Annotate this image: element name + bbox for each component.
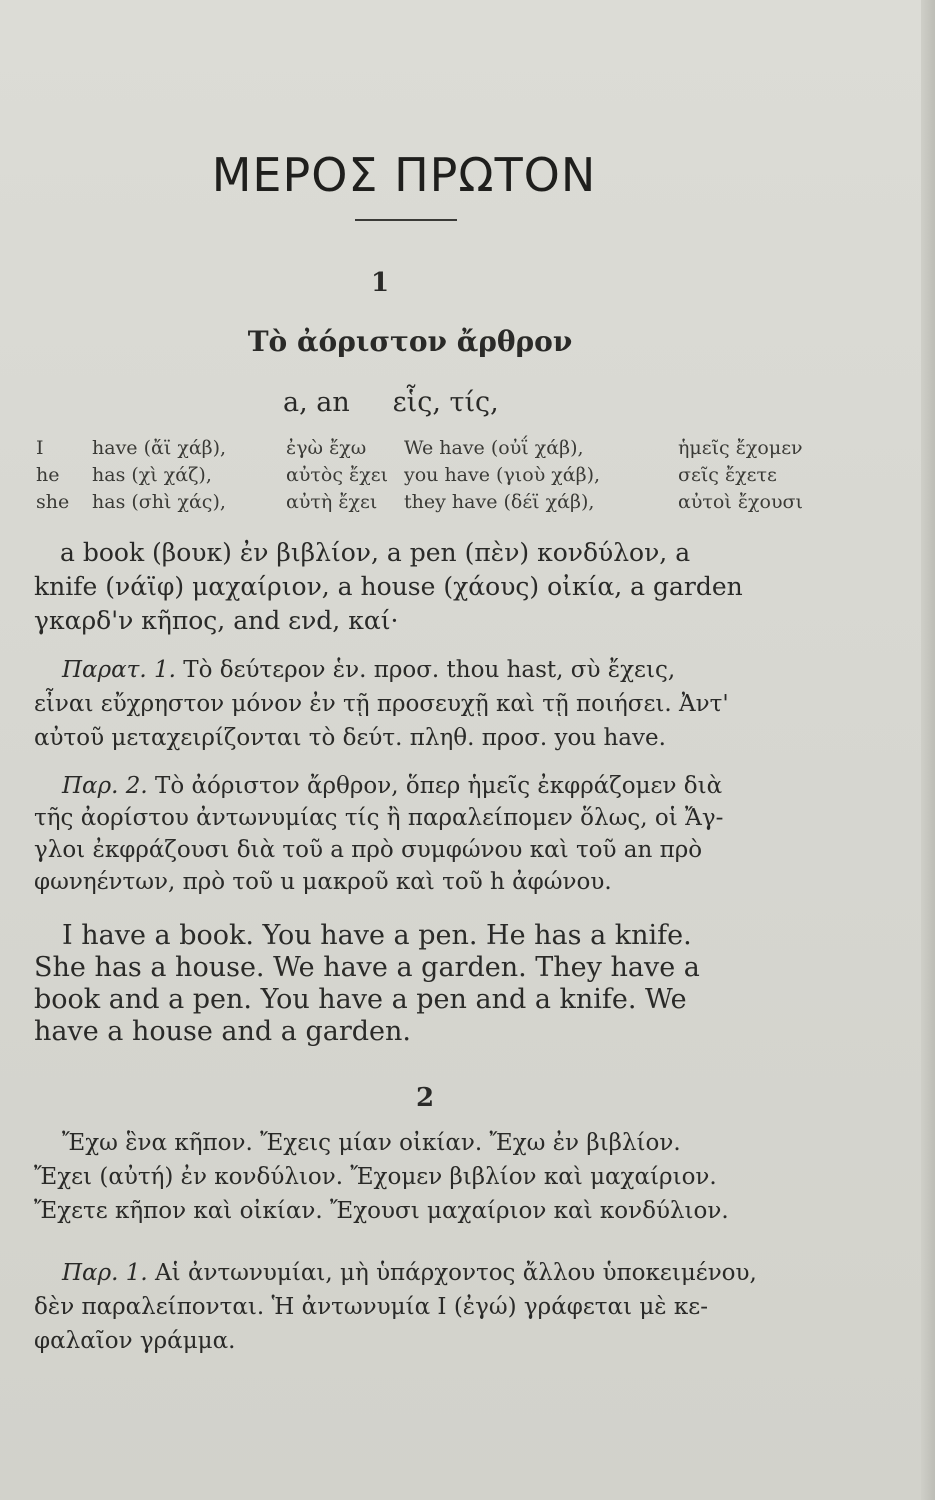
part-title: ΜΕΡΟΣ ΠΡΩΤΟΝ [211,148,597,202]
section-title: Τὸ ἀόριστον ἄρθρον [247,325,573,358]
article-line: a, an εἷς, τίς, [283,387,499,418]
vocab-line: knife (νάϊφ) μαχαίριον, a house (χάους) οἰκία, a garden [34,572,743,601]
note-line: δὲν παραλείπονται. Ἡ ἀντωνυμία I (ἐγώ) γράφεται μὲ κε- [34,1294,708,1320]
exercise-line: She has a house. We have a garden. They have a [34,952,700,983]
vocab-line: a book (βουκ) ἐν βιβλίον, a pen (πὲν) κονδύλον, a [60,538,691,567]
conj-gr1: αὐτὴ ἔχει [286,491,378,513]
exercise-line: book and a pen. You have a pen and a knife. We [34,984,687,1015]
exercise-line: Ἔχει (αὐτή) ἐν κονδύλιον. Ἔχομεν βιβλίον καὶ μαχαίριον. [34,1164,717,1190]
conj-verb1: has (σhὶ χάς), [92,491,226,513]
note-line: αὐτοῦ μεταχειρίζονται τὸ δεύτ. πληθ. προσ. you have. [34,725,666,751]
note-line: γλοι ἐκφράζουσι διὰ τοῦ a πρὸ συμφώνου καὶ τοῦ an πρὸ [34,837,703,863]
note-line: φωνηέντων, πρὸ τοῦ u μακροῦ καὶ τοῦ h ἀφώνου. [34,869,612,895]
note-text: Τὸ δεύτερον ἑν. προσ. thou hast, σὺ ἔχεις, [175,657,676,683]
section-number-2: 2 [415,1083,435,1113]
conj-gr1: ἐγὼ ἔχω [286,437,367,459]
note-line [62,657,675,683]
section-number-1: 1 [370,268,390,298]
note-text: Τὸ ἀόριστον ἄρθρον, ὅπερ ἡμεῖς ἐκφράζομεν διὰ [147,773,723,799]
conj-gr2: αὐτοὶ ἔχουσι [678,491,803,513]
title-rule [355,219,457,221]
conj-verb1: has (χὶ χάζ), [92,464,212,486]
exercise-line: Ἔχω ἓνα κῆπον. Ἔχεις μίαν οἰκίαν. Ἔχω ἐν βιβλίον. [62,1130,681,1156]
exercise-line: Ἔχετε κῆπον καὶ οἰκίαν. Ἔχουσι μαχαίριον καὶ κονδύλιον. [34,1198,729,1224]
note-line: τῆς ἀορίστου ἀντωνυμίας τίς ἢ παραλείπομεν ὅλως, οἱ Ἄγ- [34,805,724,831]
conj-en1: I [36,437,44,459]
note-line [62,1260,757,1286]
page-edge-shadow [921,0,935,1500]
conj-en1: she [36,491,70,513]
exercise-line: have a house and a garden. [34,1016,411,1047]
note-label: Παρατ. 1. [62,657,176,683]
conj-gr2: ἡμεῖς ἔχομεν [678,437,803,459]
conj-en2: they have (δέϊ χάβ), [404,491,595,513]
conj-gr1: αὐτὸς ἔχει [286,464,389,486]
conj-verb1: have (ἄϊ χάβ), [92,437,227,459]
conj-gr2: σεῖς ἔχετε [678,464,777,486]
note-label: Παρ. 1. [62,1260,148,1286]
exercise-line: I have a book. You have a pen. He has a knife. [62,920,692,951]
note-label: Παρ. 2. [62,773,148,799]
note-line [62,773,722,799]
conj-en2: you have (γιοὺ χάβ), [404,464,601,486]
note-line: εἶναι εὔχρηστον μόνον ἐν τῇ προσευχῇ καὶ τῇ ποιήσει. Ἀντ' [34,691,729,717]
conj-en1: he [36,464,60,486]
conj-en2: We have (οὐΐ χάβ), [404,437,584,459]
vocab-line: γκαρδ'ν κῆπος, and ενd, καί· [34,606,399,635]
note-line: φαλαῖον γράμμα. [34,1328,236,1354]
note-text: Αἱ ἀντωνυμίαι, μὴ ὑπάρχοντος ἄλλου ὑποκειμένου, [147,1260,757,1286]
